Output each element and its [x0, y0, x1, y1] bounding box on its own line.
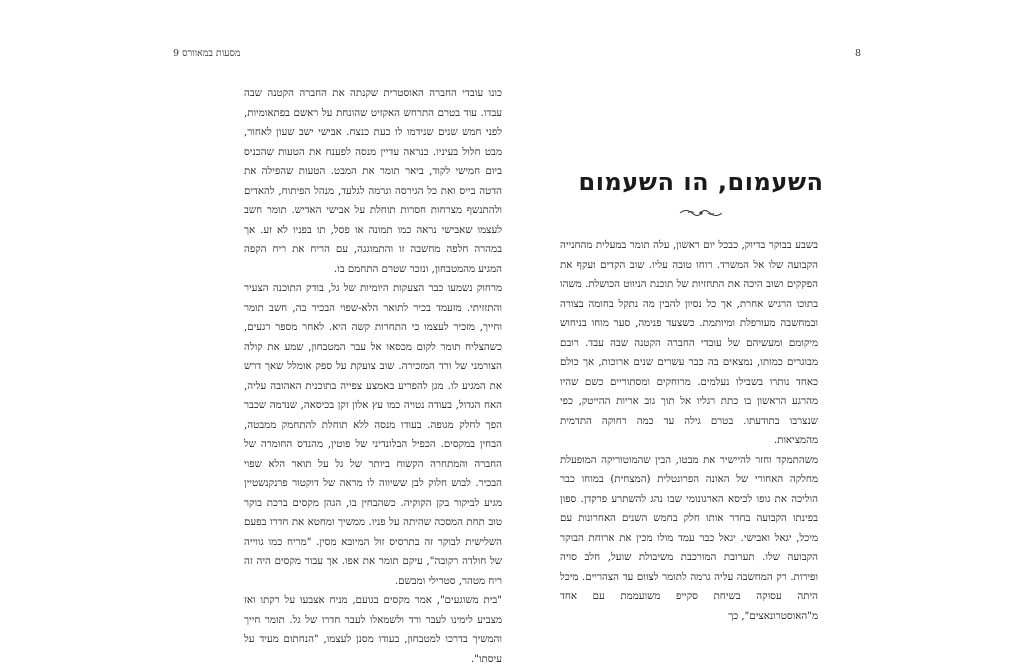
paragraph: בשבע בבוקר בדיוק, כבכל יום ראשון, עלה תומר במעלית מהחנייה הקבועה שלו אל המשרד. רוחו טובה עליו. שוב הקדים ועקף את הפקקים ושוב היכה את התחזיות של תוכנת הניווט הכושלת. משהו בתוכו הרגיש אחרת, אך כל נסיון להבין מה נתקל בחומה בצורה ובמחשבה מעורפלת ומיותמת. כשצעד פנימה, סער מוחו בניחוש מיקומם ומעשיהם של עובדי החברה הקטנה שבה עבד. רובם מבוגרים כמותו, נמצאים בה כבר עשרים שנים ארוכות, אך כולם כאחד נותרו בשבילו נעלמים. מרוחקים ומסתוריים כשם שהיו מהרגע הראשון בו כתת רגליו אל תוך גוב אריות ההייטק, כפי שנצרבו בתודעתו. בטרם גילה עד כמה רחוקה התדמית מהמציאות. — [560, 240, 818, 446]
page-number: 8 — [854, 48, 861, 59]
paragraph: כונו עובדי החברה האוסטרית שקנתה את החברה הקטנה שבה עבדו. עוד בטרם התרחש האקזיט שהונחת על ראשם בפתאומיות, לפני חמש שנים שנידמו לו כעת כנצח. אבישי ישב שעון לאחור, מבט חלול בעיניו. כנראה עדיין מנסה לפענח את הטעות שהכניס ביום חמישי לקוד, ביאר תומר את המבט. הטעות שהפילה את הדטה בייס ואת כל הגירסה וגרמה לגלעד, מנהל הפיתוח, להאדים ולהתנשף מצרחות חסרות תוחלת על אבישי האדיש. תומר חשב לעצמו שאבישי נראה כמו תמונה או פסל, תו בפניו לא זע. אך במהרה חלפה מחשבה זו והתמוגגה, עם הריח את ריח הקפה המגיע מהמטבחון, ונזכר שטרם התחמם בו. — [244, 88, 502, 275]
body-text-column — [244, 84, 502, 669]
paragraph: משהתמקד וחזר להיישיר את מבטו, הבין שהמוטוריקה המופעלת מחלקה האחורי של האונה הפרונטלית (המצחית) במוחו כבר הוליכה את גופו לכיסא הארגונומי שבו נהג להשתרע פרקדן. ספון בפינתו הקבועה בחדר אותו חלק בחמש השנים האחרונות עם מיכל, יגאל ואבישי. יגאל כבר עמד מולו מכין את ארוחת הבוקר הקבועה שלו. תערובת המורכבת משיבולת שועל, חלב סויה ופירות. רק המחשבה עליה גרמה לתומר לצוום עד הצהריים. מיכל היתה עסוקה בשיחת סקייפ משועממת עם אחד מ"האוסטרונאצים", כך — [560, 454, 818, 622]
ornament-divider-icon — [678, 207, 724, 219]
paragraph: "בית משוגעים", אמר מקסים בגועם, מניח אצבעו על רקתו ואז מצביע לימינו לעבר ורד ולשמאלו לעבר חדרו של גל. תומר חייך והמשיך בדרכו למטבחון, בעודו מסנן לעצמו, "הנחתום מעיד על עיסתו". — [244, 595, 502, 665]
paragraph: מרחוק נשמעו כבר הצעקות היומיות של גל, בודק התוכנה הצעיר והתזזיתי. מזעמד בכיר לתואר הלא-שפוי הבכיר בה, חשב תומר וחייך, מזכיר לעצמו כי התחרות קשה היא. לאחר מספר רגעים, כשהצליח תומר לקום מכסאו אל עבר המטבחון, שמע את קולה הצורמני של ורד המזכירה. שוב צועקת על ספק אומלל שאך דרש את המגיע לו. מגן להפריע באמצע צפייה בתוכנית האהובה עליה, האח הגדול, בעודה נטויה כמו עץ אלון זקן בכיסאה, שנדמה שכבר הפך לחלק מגופה. בעודו מנסה ללא תוחלת להתחמק ממבטה, הבחין במקסים. הכפיל הבלונדיני של פוטין, מהנדס החומרה של החברה והמתחרה הקשוח ביותר של גל על תואר הלא שפוי הבכיר. לבוש חלוק לבן ששיווה לו מראה של דוקטור פרנקנשטיין מגיע לביקור בקן הקוקיה. כשהבחין בו, הגהן מקסים ברכת בוקר טוב תחת המסכה שהיתה על פניו. ממשיך ומחטא את חדרו בפעם השלישית לבוקר זה בתרסיס זול המיובא מסין. "מריח כמו גווייה של חולדה רקובה", עיקם תומר את אפו. אך עבור מקסים היה זה ריח מטהר, סטרילי ומבשם. — [244, 283, 502, 587]
body-text-column — [560, 236, 818, 626]
running-header: מסעות במאוורס 9 — [173, 48, 241, 59]
chapter-title: השעמום, הו השעמום — [578, 168, 824, 196]
right-page — [512, 0, 1024, 622]
left-page — [0, 0, 512, 665]
